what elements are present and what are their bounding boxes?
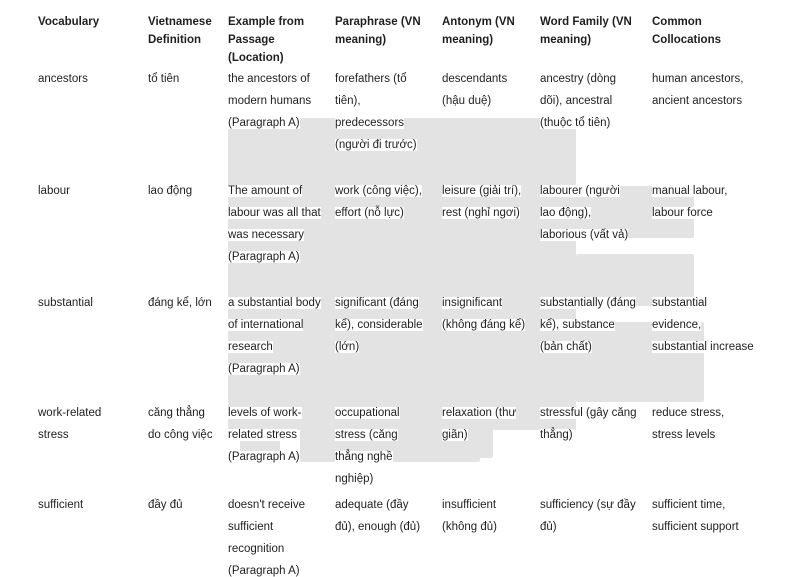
cell-text: tổ tiên [148,73,180,85]
cell-text: substantial evidence, substantial increase [652,297,754,353]
cell-word-family [540,402,652,446]
cell-text: ancestors [38,73,88,85]
cell-paraphrase [335,402,442,490]
cell-example [228,180,335,268]
cell-antonym [442,292,540,336]
cell-text: sufficient [38,499,84,511]
cell-text: work (công việc), effort (nỗ lực) [335,185,422,219]
cell-text: labourer (người lao động), laborious (vất vả) [540,185,629,241]
column-header-vocabulary [38,12,148,30]
cell-text: lao động [148,185,193,197]
cell-text: insufficient (không đủ) [442,499,497,533]
cell-vocabulary [38,292,148,314]
cell-antonym [442,180,540,224]
column-header-paraphrase [335,12,442,48]
table-row-substantial [0,292,810,402]
cell-text: căng thẳng do công việc [148,407,213,441]
cell-collocations [652,180,810,224]
cell-antonym [442,494,540,538]
cell-example [228,402,335,468]
cell-text: doesn't receive sufficient recognition (Paragraph A) [228,499,305,577]
cell-antonym [442,68,540,112]
cell-text: relaxation (thư giãn) [442,407,517,441]
cell-paraphrase [335,292,442,358]
cell-collocations [652,292,810,358]
cell-vocabulary [38,402,148,446]
cell-collocations [652,402,810,446]
cell-text: The amount of labour was all that was necessary (Paragraph A) [228,185,321,263]
cell-text: substantial [38,297,93,309]
column-header-label: Word Family (VN meaning) [540,16,632,46]
cell-collocations [652,68,810,112]
cell-text: đầy đủ [148,499,183,511]
cell-text: adequate (đầy đủ), enough (đủ) [335,499,421,533]
column-header-label: Paraphrase (VN meaning) [335,16,421,46]
cell-text: work-related stress [38,407,102,441]
cell-text: ancestry (dòng dõi), ancestral (thuộc tổ tiên) [540,73,617,129]
cell-text: significant (đáng kể), considerable (lớn) [335,297,423,353]
cell-word-family [540,494,652,538]
column-header-label: Common Collocations [652,16,722,46]
cell-text: đáng kể, lớn [148,297,212,309]
cell-text: forefathers (tổ tiên), predecessors (người đi trước) [335,73,417,151]
table-row-labour [0,180,810,292]
cell-text: reduce stress, stress levels [652,407,725,441]
cell-example [228,494,335,577]
cell-word-family [540,68,652,134]
column-header-antonym [442,12,540,48]
cell-text: descendants (hậu duệ) [442,73,508,107]
table-row-work-related-stress [0,402,810,494]
table-row-sufficient [0,494,810,577]
column-header-word-family [540,12,652,48]
cell-collocations [652,494,810,538]
cell-text: occupational stress (căng thẳng nghề nghiệp) [335,407,400,485]
cell-text: human ancestors, ancient ancestors [652,73,744,107]
cell-text: leisure (giải trí), rest (nghỉ ngơi) [442,185,522,219]
column-header-example [228,12,335,66]
cell-vietnamese-definition [148,292,228,314]
cell-word-family [540,292,652,358]
cell-text: substantially (đáng kể), substance (bản chất) [540,297,636,353]
table-header-row [0,0,810,68]
cell-text: sufficient time, sufficient support [652,499,739,533]
cell-text: levels of work-related stress (Paragraph A) [228,407,302,463]
cell-text: insignificant (không đáng kể) [442,297,526,331]
cell-vocabulary [38,68,148,90]
column-header-vietnamese-definition [148,12,228,48]
cell-vocabulary [38,494,148,516]
cell-paraphrase [335,494,442,538]
table-row-ancestors [0,68,810,180]
cell-antonym [442,402,540,446]
cell-word-family [540,180,652,246]
cell-text: sufficiency (sự đầy đủ) [540,499,636,533]
cell-text: stressful (gây căng thẳng) [540,407,637,441]
cell-example [228,292,335,380]
cell-paraphrase [335,180,442,224]
cell-vietnamese-definition [148,402,228,446]
column-header-label: Vocabulary [38,16,100,28]
cell-vietnamese-definition [148,180,228,202]
cell-vietnamese-definition [148,68,228,90]
cell-text: the ancestors of modern humans (Paragraph A) [228,73,312,129]
cell-text: manual labour, labour force [652,185,728,219]
cell-text: a substantial body of international research (Paragraph A) [228,297,321,375]
cell-paraphrase [335,68,442,156]
cell-vocabulary [38,180,148,202]
cell-example [228,68,335,134]
column-header-label: Antonym (VN meaning) [442,16,515,46]
cell-text: labour [38,185,70,197]
cell-vietnamese-definition [148,494,228,516]
column-header-label: Vietnamese Definition [148,16,212,46]
column-header-label: Example from Passage (Location) [228,16,305,64]
column-header-collocations [652,12,810,48]
